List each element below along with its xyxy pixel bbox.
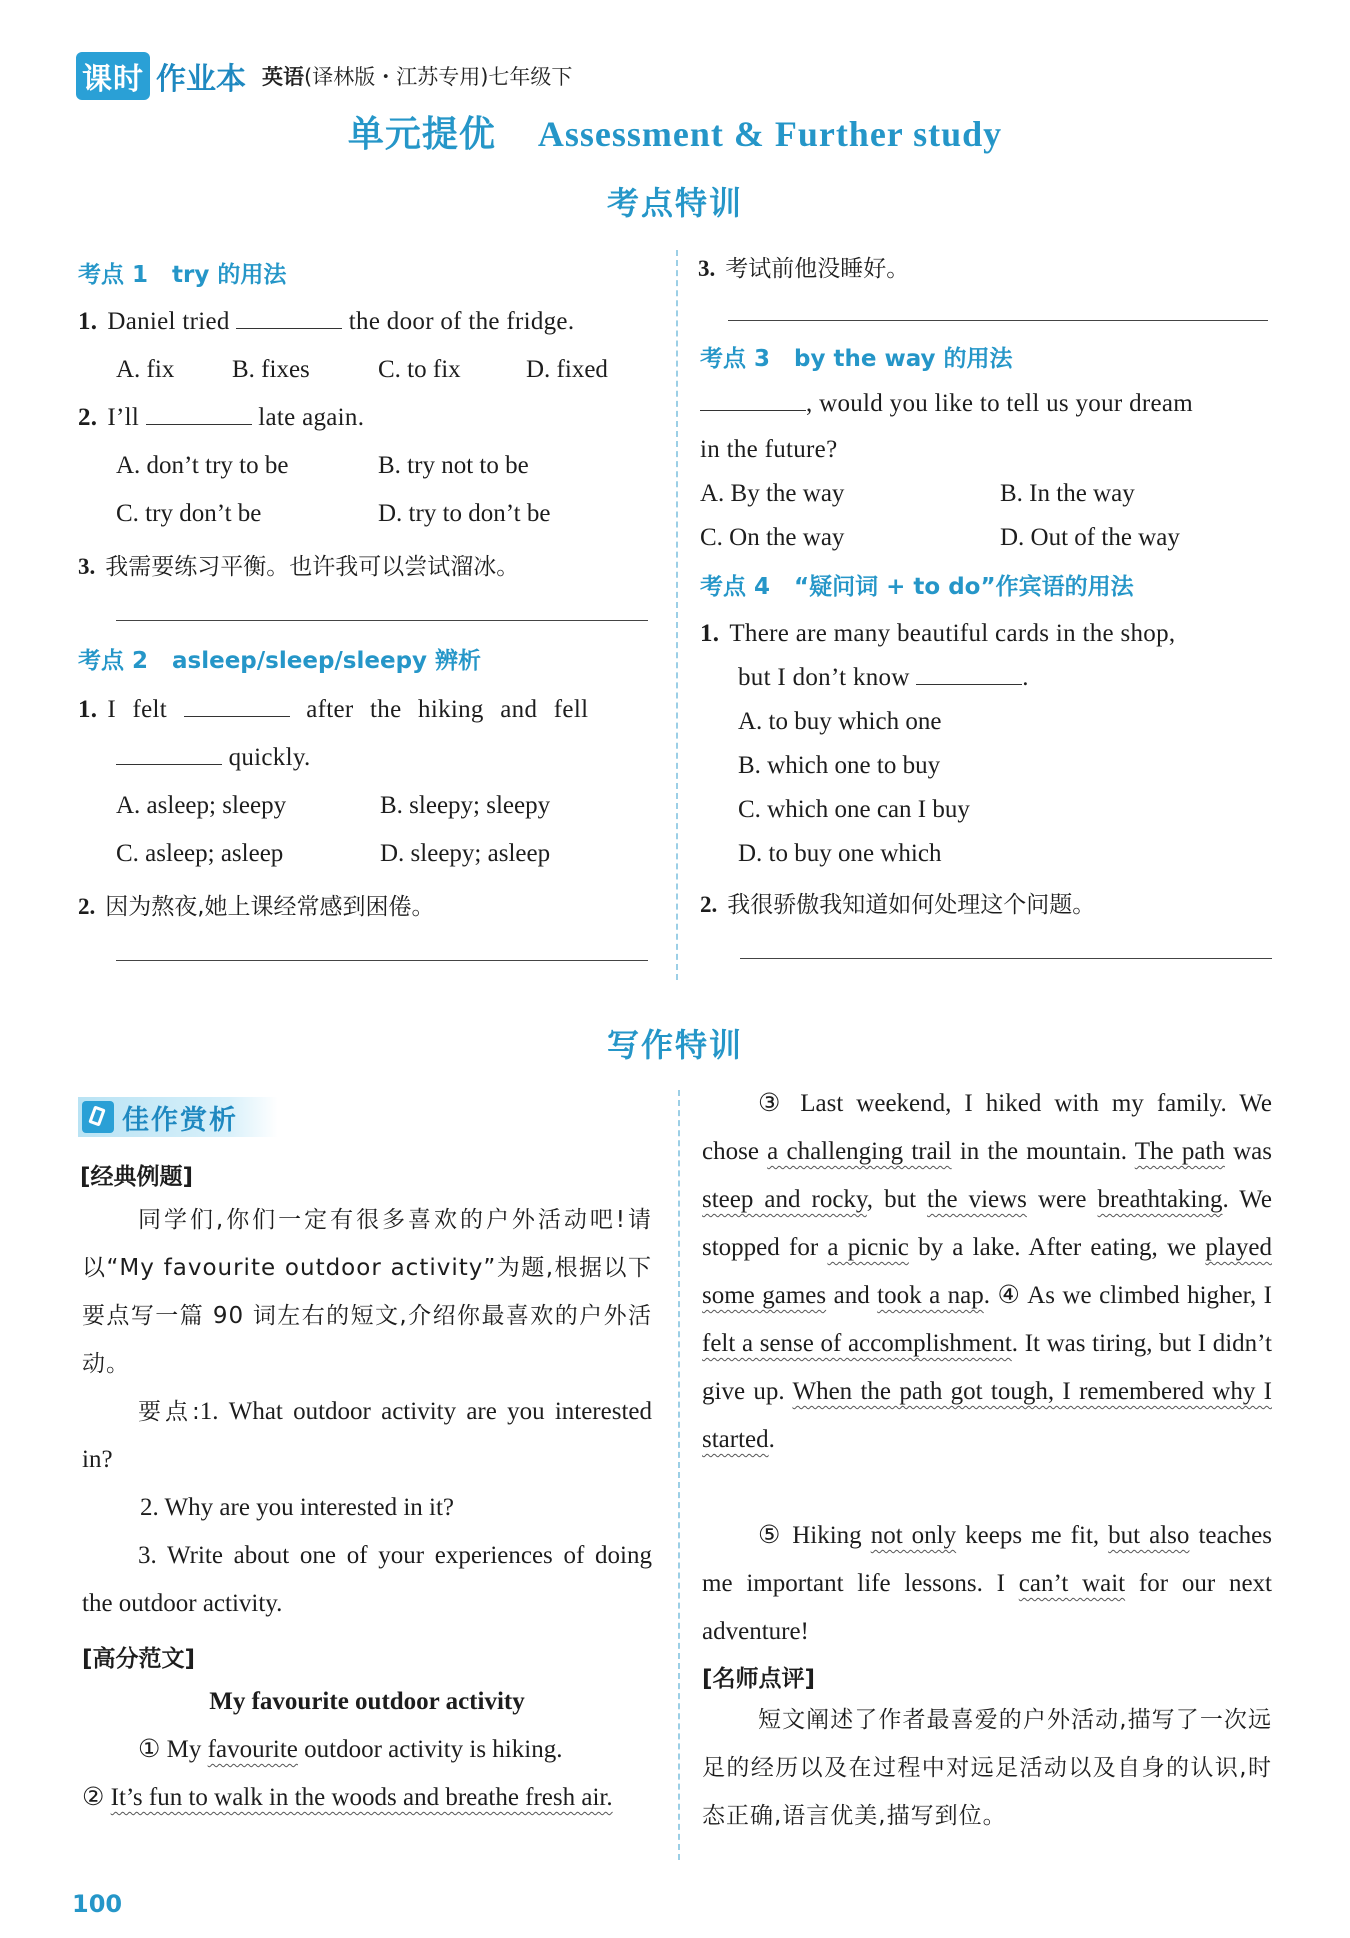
writing-prompt: 同学们,你们一定有很多喜欢的户外活动吧!请以“My favourite outdoor activity”为题,根据以下要点写一篇 90 词左右的短文,介绍你最喜欢的户外活动。 xyxy=(82,1207,652,1377)
option[interactable]: B. which one to buy xyxy=(738,752,941,779)
kd1-q1: 1. Daniel tried the door of the fridge. xyxy=(78,308,575,335)
answer-blank[interactable] xyxy=(916,683,1022,685)
kd2-q1: 1. I felt after the hiking and fell xyxy=(78,696,589,723)
option[interactable]: D. fixed xyxy=(526,356,608,383)
header xyxy=(76,52,572,100)
kd4-q1-cont: but I don’t know . xyxy=(738,664,1029,691)
essay-sentence-1: ① My favourite outdoor activity is hiking. xyxy=(138,1736,563,1763)
answer-blank[interactable] xyxy=(236,327,342,329)
option[interactable]: A. asleep; sleepy xyxy=(116,792,287,819)
option[interactable]: B. In the way xyxy=(1000,480,1135,507)
kd4-q1: 1. There are many beautiful cards in the shop, xyxy=(700,620,1176,647)
essay-paragraph-5: ⑤ Hiking not only keeps me fit, but also teaches me important life lessons. I can’t wait for our next adventure! xyxy=(702,1522,1273,1645)
kd2-q1-cont: quickly. xyxy=(116,744,311,772)
answer-blank[interactable] xyxy=(700,409,806,411)
pencil-icon xyxy=(82,1101,114,1133)
example-label: [经典例题] xyxy=(80,1164,194,1190)
option[interactable]: C. On the way xyxy=(700,524,845,551)
option[interactable]: C. to fix xyxy=(378,356,461,383)
answer-line[interactable] xyxy=(728,320,1268,321)
logo: 课时 xyxy=(76,52,150,100)
kd1-heading: 考点 1 try 的用法 xyxy=(78,262,287,288)
kd3-heading: 考点 3 by the way 的用法 xyxy=(700,346,1013,372)
option[interactable]: C. try don’t be xyxy=(116,500,262,527)
kd1-q3: 3. 我需要练习平衡。也许我可以尝试溜冰。 xyxy=(78,554,520,580)
option[interactable]: A. By the way xyxy=(700,480,845,507)
essay-paragraph-3: ③ Last weekend, I hiked with my family. We chose a challenging trail in the mountain. The path was steep and rocky, but the views were breathtaking. We stopped for a picnic by a lake. After eating, we played some games and took a nap. ④ As we climbed higher, I felt a sense of accomplishment. It was tiring, but I didn’t give up. When the path got tough, I remembered why I started. xyxy=(702,1090,1273,1453)
unit-title: 单元提优 Assessment & Further study xyxy=(347,114,1003,155)
kd1-q2: 2. I’ll late again. xyxy=(78,404,365,431)
option[interactable]: B. fixes xyxy=(232,356,310,383)
kd2-heading: 考点 2 asleep/sleep/sleepy 辨析 xyxy=(78,648,482,674)
section-title-practice: 考点特训 xyxy=(606,184,743,222)
kd4-heading: 考点 4 “疑问词 + to do”作宾语的用法 xyxy=(700,574,1134,600)
essay-sentence-2: ② It’s fun to walk in the woods and breathe fresh air. xyxy=(82,1784,613,1811)
option[interactable]: D. try to don’t be xyxy=(378,500,551,527)
option[interactable]: B. sleepy; sleepy xyxy=(380,792,551,819)
model-label: [高分范文] xyxy=(82,1646,196,1672)
answer-blank[interactable] xyxy=(146,423,252,425)
option[interactable]: A. fix xyxy=(116,356,175,383)
comment-label: [名师点评] xyxy=(702,1666,816,1692)
answer-blank[interactable] xyxy=(116,763,222,765)
option[interactable]: C. which one can I buy xyxy=(738,796,970,823)
option[interactable]: D. to buy one which xyxy=(738,840,942,867)
answer-blank[interactable] xyxy=(184,715,290,717)
kd2-q2: 2. 因为熬夜,她上课经常感到困倦。 xyxy=(78,894,435,920)
option[interactable]: C. asleep; asleep xyxy=(116,840,284,867)
point-2: 2. Why are you interested in it? xyxy=(140,1494,455,1521)
option[interactable]: A. to buy which one xyxy=(738,708,942,735)
point-1: 要点:1. What outdoor activity are you interested in? xyxy=(82,1398,652,1473)
option[interactable]: A. don’t try to be xyxy=(116,452,289,479)
answer-line[interactable] xyxy=(116,620,648,621)
option[interactable]: D. sleepy; asleep xyxy=(380,840,551,867)
book-subject: 英语(译林版・江苏专用)七年级下 xyxy=(262,65,573,89)
essay-title: My favourite outdoor activity xyxy=(209,1688,525,1715)
column-divider xyxy=(678,1090,680,1860)
model-essay-banner: 佳作赏析 xyxy=(78,1097,278,1137)
answer-line[interactable] xyxy=(116,960,648,961)
section-title-writing: 写作特训 xyxy=(606,1026,743,1064)
kd3-q: , would you like to tell us your dream xyxy=(700,390,1193,418)
answer-line[interactable] xyxy=(740,958,1272,959)
option[interactable]: D. Out of the way xyxy=(1000,524,1180,551)
point-3: 3. Write about one of your experiences of doing the outdoor activity. xyxy=(82,1542,652,1617)
kd3-q-cont: in the future? xyxy=(700,436,838,463)
page-number: 100 xyxy=(72,1890,123,1918)
option[interactable]: B. try not to be xyxy=(378,452,529,479)
teacher-comment: 短文阐述了作者最喜爱的户外活动,描写了一次远足的经历以及在过程中对远足活动以及自身的认识,时态正确,语言优美,描写到位。 xyxy=(702,1707,1272,1829)
kd4-q2: 2. 我很骄傲我知道如何处理这个问题。 xyxy=(700,892,1096,918)
column-divider xyxy=(676,250,678,980)
kd1-q3b: 3. 考试前他没睡好。 xyxy=(698,256,910,282)
logo-tail: 作业本 xyxy=(156,62,246,97)
